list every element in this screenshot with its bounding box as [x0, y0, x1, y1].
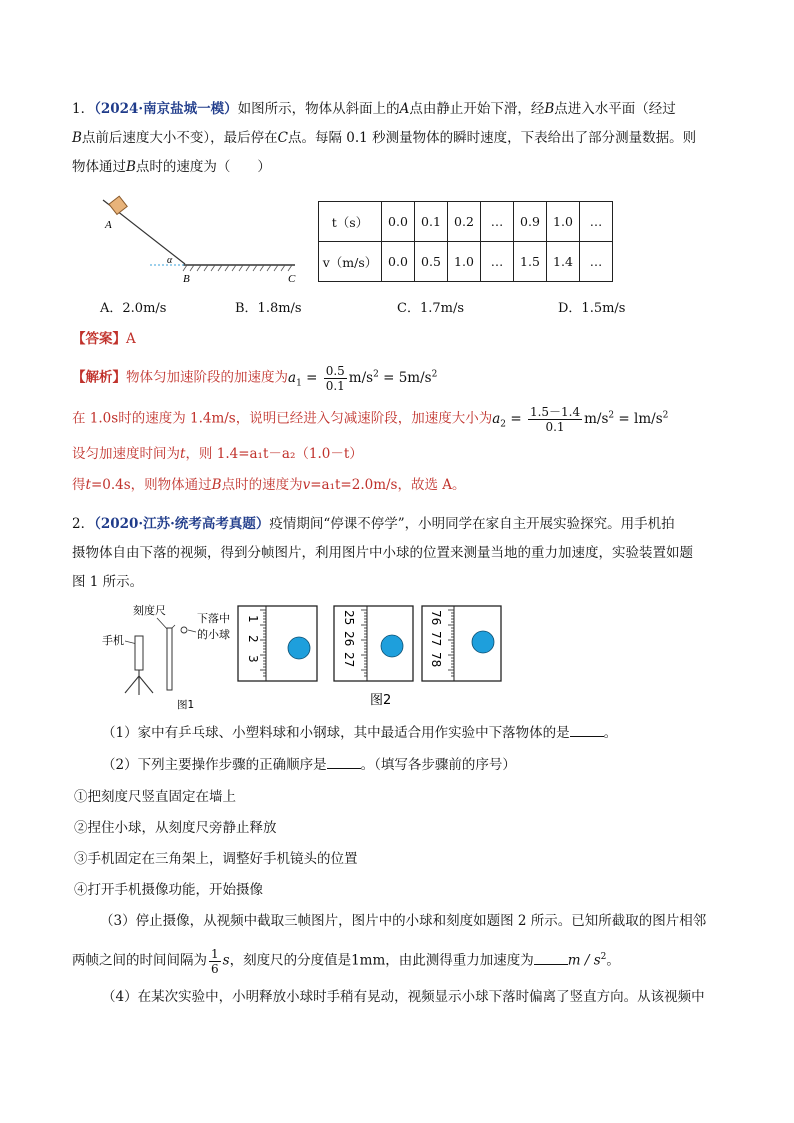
q1-analysis-1: 【解析】物体匀加速阶段的加速度为$a_1$ = $\frac{0.5}{0.1}$ $m/s^2 = 5m/s^2$: [72, 363, 438, 393]
fraction-a2: $\frac{1.5-1.4}{0.1}$: [529, 404, 581, 434]
frame-2: [334, 606, 413, 681]
svg-text:3: 3: [246, 655, 260, 663]
q2-sub3-line1: （3）停止摄像，从视频中截取三帧图片，图片中的小球和刻度如题图 2 所示。已知所截取的图片相邻: [100, 913, 707, 929]
table-row: t（s） 0.0 0.1 0.2 … 0.9 1.0 …: [319, 202, 613, 242]
svg-text:1: 1: [246, 615, 260, 623]
q2-stem: 2．（2020·江苏·统考高考真题）疫情期间“停课不停学”，小明同学在家自主开展实验探究。用手机拍 摄物体自由下落的视频，得到分帧图片，利用图片中小球的位置来测量当地的重力加速度，实验装置如题 图 1 所示。: [72, 516, 693, 590]
svg-text:刻度尺: 刻度尺: [133, 604, 166, 617]
label-alpha: α: [167, 255, 173, 266]
answer-blank[interactable]: [534, 950, 568, 965]
answer-value: A: [126, 331, 136, 347]
tripod-icon: [125, 670, 153, 695]
q2-number: 2．: [72, 516, 95, 532]
ball: [288, 637, 310, 659]
ball: [381, 635, 403, 657]
ball: [472, 631, 494, 653]
svg-text:2: 2: [246, 635, 260, 643]
frame-1: [238, 606, 317, 681]
q2-figure-1: [95, 598, 235, 710]
phone-icon: [135, 636, 143, 670]
svg-text:78: 78: [429, 652, 443, 668]
fraction-a1: $\frac{0.5}{0.1}$: [325, 363, 345, 393]
q1-incline-figure: [95, 192, 305, 284]
step-4: ④打开手机摄像功能，开始摄像: [74, 882, 263, 898]
svg-text:的小球: 的小球: [197, 628, 230, 641]
ball-icon: [181, 627, 187, 633]
q1-source: （2024·南京盐城一模）: [94, 101, 238, 117]
option-a[interactable]: A．2.0m/s: [100, 301, 167, 316]
ruler-on-wall: [167, 628, 172, 690]
answer-blank[interactable]: [327, 754, 361, 769]
svg-text:25: 25: [342, 610, 356, 626]
q2-sub1: （1）家中有乒乓球、小塑料球和小钢球，其中最适合用作实验中下落物体的是 。: [102, 719, 742, 748]
svg-text:手机: 手机: [102, 634, 124, 647]
label-B: B: [183, 273, 190, 284]
q2-source: （2020·江苏·统考高考真题）: [94, 516, 270, 532]
q2-sub3-line2: 两帧之间的时间间隔为 $\frac{1}{6}$ s，刻度尺的分度值是1mm，由此测得重力加速度为 m / $s^2$。: [72, 946, 620, 976]
block: [109, 196, 127, 214]
svg-text:27: 27: [342, 652, 356, 668]
label-C: C: [288, 273, 296, 284]
option-b[interactable]: B．1.8m/s: [235, 301, 302, 316]
q1-number: 1．: [72, 101, 95, 117]
frame-3: [422, 606, 501, 681]
svg-text:图2: 图2: [370, 693, 392, 708]
header-t: t（s）: [319, 202, 382, 242]
answer-tag: 【答案】: [72, 331, 126, 347]
table-row: v（m/s） 0.0 0.5 1.0 … 1.5 1.4 …: [319, 242, 613, 282]
q1-analysis-3: 设匀加速度时间为t，则 1.4=a₁t－a₂（1.0－t）: [72, 446, 363, 462]
svg-text:图1: 图1: [177, 699, 195, 710]
svg-text:77: 77: [429, 631, 443, 647]
q1-analysis-2: 在 1.0s时的速度为 1.4m/s，说明已经进入匀减速阶段，加速度大小为$a_2$ = $\frac{1.5-1.4}{0.1}$ $m/s^2 = lm/s^2$: [72, 404, 669, 434]
step-3: ③手机固定在三角架上，调整好手机镜头的位置: [74, 851, 358, 867]
svg-text:26: 26: [342, 631, 356, 647]
q1-analysis-4: 得t=0.4s，则物体通过B点时的速度为v=a₁t=2.0m/s，故选 A。: [72, 477, 466, 493]
q2-sub2: （2）下列主要操作步骤的正确顺序是 。（填写各步骤前的序号）: [102, 751, 742, 780]
header-v: v（m/s）: [319, 242, 382, 282]
step-2: ②捏住小球，从刻度尺旁静止释放: [74, 820, 277, 836]
svg-text:下落中: 下落中: [197, 612, 230, 625]
option-d[interactable]: D．1.5m/s: [558, 301, 626, 316]
svg-text:76: 76: [429, 610, 443, 626]
option-c[interactable]: C．1.7m/s: [397, 301, 464, 316]
step-1: ①把刻度尺竖直固定在墙上: [74, 789, 236, 805]
answer-blank[interactable]: [570, 722, 604, 737]
label-A: A: [105, 219, 112, 231]
fraction-one-sixth: $\frac{1}{6}$: [211, 946, 219, 976]
q1-data-table: [318, 201, 613, 282]
q1-stem: 1．（2024·南京盐城一模）如图所示，物体从斜面上的A点由静止开始下滑，经B点进入水平面（经过 B点前后速度大小不变），最后停在C点。每隔 0.1 秒测量物体的瞬时速度，下表给出了部分测量数据。则 物体通过B点时的速度为（ ）: [72, 101, 697, 175]
q2-figure-2: [236, 604, 536, 708]
q2-sub4: （4）在某次实验中，小明释放小球时手稍有晃动，视频显示小球下落时偏离了竖直方向。从该视频中: [102, 989, 705, 1005]
q1-answer: [72, 325, 732, 354]
